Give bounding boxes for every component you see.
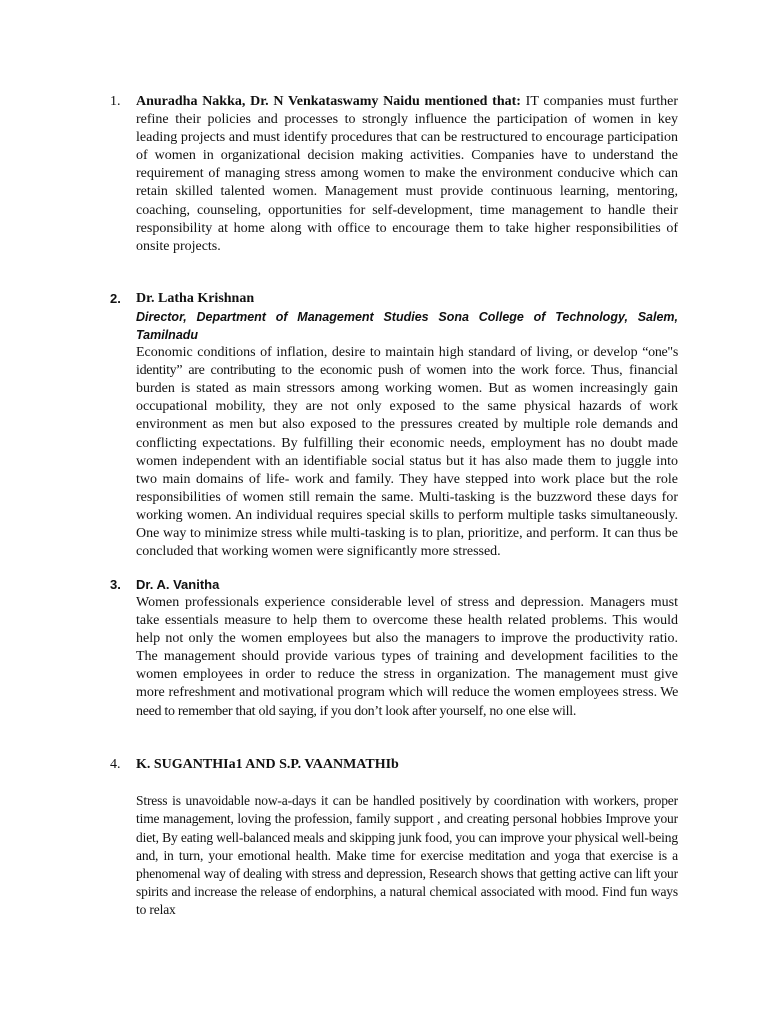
section-2-heading: Dr. Latha Krishnan [136, 291, 255, 306]
section-2-text-b: “one"s identity” are contributing to the economic push of women into the work force. [136, 345, 678, 379]
section-4 [110, 756, 678, 920]
section-1-text: IT companies must further refine their policies and processes to strongly influence the participation of women in key leading projects and must identify procedures that can be restructured to encourage participation of women in organizational decision making activities. Companies have to understand the requirement of managing stress among women to make the environment conducive which can retain skilled talented women. Management must provide continuous learning, mentoring, coaching, counseling, opportunities for self-development, time management to handle their responsibility at home along with office to encourage them to take higher responsibilities of onsite projects. [136, 94, 678, 254]
section-2-number: 2. [110, 291, 121, 306]
section-1 [110, 93, 678, 256]
section-3-body [136, 576, 678, 721]
section-3-text-b: We need to remember that old saying, if you don’t look after yourself, no one else will. [136, 685, 679, 719]
section-2-text-c: Thus, financial burden is stated as main stressors among working women. But as women increasingly gain occupational mobility, they are not only exposed to the same physical hazards of work environment as men but also exposed to the pressures created by multiple role demands and conflicting expectations. By fulfilling their economic needs, employment has no doubt made women independent with an identifiable social status but it has also made them to juggle into two main domains of life- work and family. They have stepped into work place but the role responsibilities of women still remain the same. Multi-tasking is the buzzword these days for working women. An individual requires special skills to perform multiple tasks simultaneously. One way to minimize stress while multi-tasking is to plan, prioritize, and perform. It can thus be concluded that working women were significantly more stressed. [136, 363, 678, 560]
section-4-body [136, 756, 678, 920]
section-4-heading: K. SUGANTHIa1 AND S.P. VAANMATHIb [136, 757, 399, 772]
section-3-heading: Dr. A. Vanitha [136, 577, 220, 592]
section-3-number: 3. [110, 577, 121, 592]
section-3-text-a: Women professionals experience considerable level of stress and depression. Managers must take essentials measure to help them to overcome these health related problems. This would help not only the women employees but also the managers to improve the productivity ratio. The management should provide various types of training and development facilities to the women employees in order to reduce the stress in organization. The management must give more refreshment and motivational program which will reduce the women employees stress. [136, 595, 678, 701]
section-3 [110, 576, 678, 721]
section-4-number: 4. [110, 757, 121, 772]
section-2-body [136, 290, 678, 561]
section-2-subheading: Director, Department of Management Studies Sona College of Technology, Salem, Tamilnadu [136, 310, 678, 343]
section-1-heading: Anuradha Nakka, Dr. N Venkataswamy Naidu mentioned that: [136, 94, 521, 109]
section-1-number: 1. [110, 94, 121, 109]
section-2-text-a: Economic conditions of inflation, desire to maintain high standard of living, or develop [136, 345, 643, 361]
section-2 [110, 290, 678, 561]
section-1-body [136, 93, 678, 256]
section-4-text: Stress is unavoidable now-a-days it can be handled positively by coordination with workers, proper time management, loving the profession, family support , and creating personal hobbies Improve your diet, By eating well-balanced meals and skipping junk food, you can improve your physical well-being and, in turn, your emotional health. Make time for exercise meditation and yoga that exercise is a phenomenal way of dealing with stress and depression, Research shows that getting active can lift your spirits and increase the release of endorphins, a natural chemical associated with mood. Find fun ways to relax [136, 793, 678, 918]
